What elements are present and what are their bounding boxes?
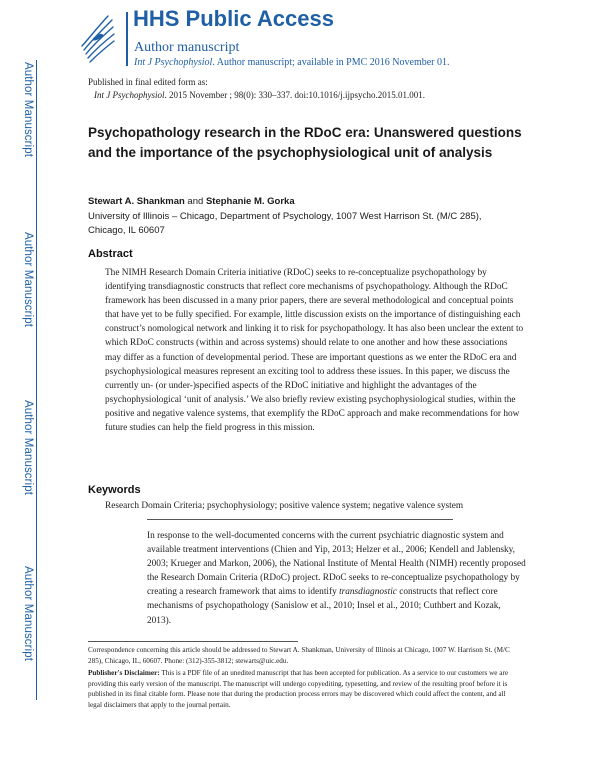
sidebar-label: Author Manuscript — [22, 400, 34, 496]
header-availability: . Author manuscript; available in PMC 2016 November 01. — [212, 57, 450, 68]
author-separator: and — [184, 196, 206, 207]
section-divider — [147, 519, 453, 520]
header-title: HHS Public Access — [133, 6, 334, 31]
sidebar-label: Author Manuscript — [22, 566, 34, 662]
intro-text: constructs that reflect core mechanisms of psychopathology (Sanislow et al., 2010; Insel et al., 2010; Cuthbert and Kozak, 2013). — [147, 587, 501, 626]
intro-emphasis: transdiagnostic — [339, 587, 397, 598]
footnote-divider — [88, 641, 298, 642]
author-affiliation: University of Illinois – Chicago, Department of Psychology, 1007 West Harrison St. (M/C 285), Chicago, IL 60607 — [88, 211, 482, 236]
author-line — [88, 196, 295, 207]
correspondence-note: Correspondence concerning this article should be addressed to Stewart A. Shankman, University of Illinois at Chicago, 1007 W. Harrison St. (M/C 285), Chicago, IL, 60607. Phone: (312)-355-3812; stewarts@uic.edu. — [88, 646, 510, 665]
intro-paragraph — [147, 529, 527, 628]
sidebar-label: Author Manuscript — [22, 62, 34, 158]
header-divider — [126, 12, 128, 66]
disclaimer-text: This is a PDF file of an unedited manuscript that has been accepted for publication. As a service to our customers we are providing this early version of the manuscript. The manuscript will undergo copyediting, typesetting, and review of the resulting proof before it is published in its final citable form. Please note that during the production process errors may be discovered which could affect the content, and all legal disclaimers that apply to the journal pertain. — [88, 669, 509, 709]
intro-text: In response to the well-documented concerns with the current psychiatric diagnostic system and available treatment interventions (Chien and Yip, 2013; Helzer et al., 2006; Kendell and Jablensky, 2003; Krueger and Markon, 2006), the National Institute of Mental Health (NIMH) recently proposed the Research Domain Criteria (RDoC) project. RDoC seeks to re-conceptualize psychopathology by creating a research framework that aims to identify — [147, 531, 526, 598]
header-subtitle: Author manuscript — [134, 40, 240, 55]
sidebar-rule — [36, 60, 37, 700]
sidebar-label: Author Manuscript — [22, 232, 34, 328]
publisher-disclaimer — [88, 668, 518, 710]
disclaimer-label: Publisher's Disclaimer: — [88, 669, 160, 677]
citation-journal: Int J Psychophysiol — [94, 90, 165, 100]
article-title: Psychopathology research in the RDoC era: Unanswered questions and the importance of the psychophysiological unit of analysis — [88, 125, 522, 160]
keywords-heading: Keywords — [88, 484, 141, 496]
header-journal-name: Int J Psychophysiol — [134, 57, 213, 68]
publication-citation — [94, 90, 425, 100]
publication-label: Published in final edited form as: — [88, 77, 208, 87]
author-name: Stewart A. Shankman — [88, 196, 185, 207]
abstract-heading: Abstract — [88, 248, 133, 260]
hhs-eagle-logo-icon — [78, 10, 118, 64]
author-name: Stephanie M. Gorka — [205, 196, 295, 207]
keywords-list: Research Domain Criteria; psychophysiology; positive valence system; negative valence system — [105, 501, 464, 511]
header-journal-line — [134, 57, 450, 68]
citation-details: . 2015 November ; 98(0): 330–337. doi:10.1016/j.ijpsycho.2015.01.001. — [164, 90, 425, 100]
abstract-body: The NIMH Research Domain Criteria initiative (RDoC) seeks to re-conceptualize psychopathology by identifying transdiagnostic constructs that reflect core mechanisms of psychopathology. Although the RDoC framework has been discussed in a many prior papers, there are several methodological and conceptual points that have yet to be fully specified. For example, little discussion exists on the importance of distinguishing each construct’s nomological network and linking it to risk for psychopathology. It has also been unclear the extent to which RDoC constructs (within and across systems) should relate to one another and how these associations may differ as a function of developmental period. These are important questions as we enter the RDoC era and psychophysiological measures represent an exciting tool to address these issues. In this paper, we discuss the currently un- (or under-)specified aspects of the RDoC initiative and highlight the advantages of the psychophysiological ‘unit of analysis.’ We also briefly review existing psychophysiological studies, within the positive and negative valence systems, that exemplify the RDoC approach and make recommendations for how future studies can help the field progress in this mission. — [105, 268, 524, 434]
